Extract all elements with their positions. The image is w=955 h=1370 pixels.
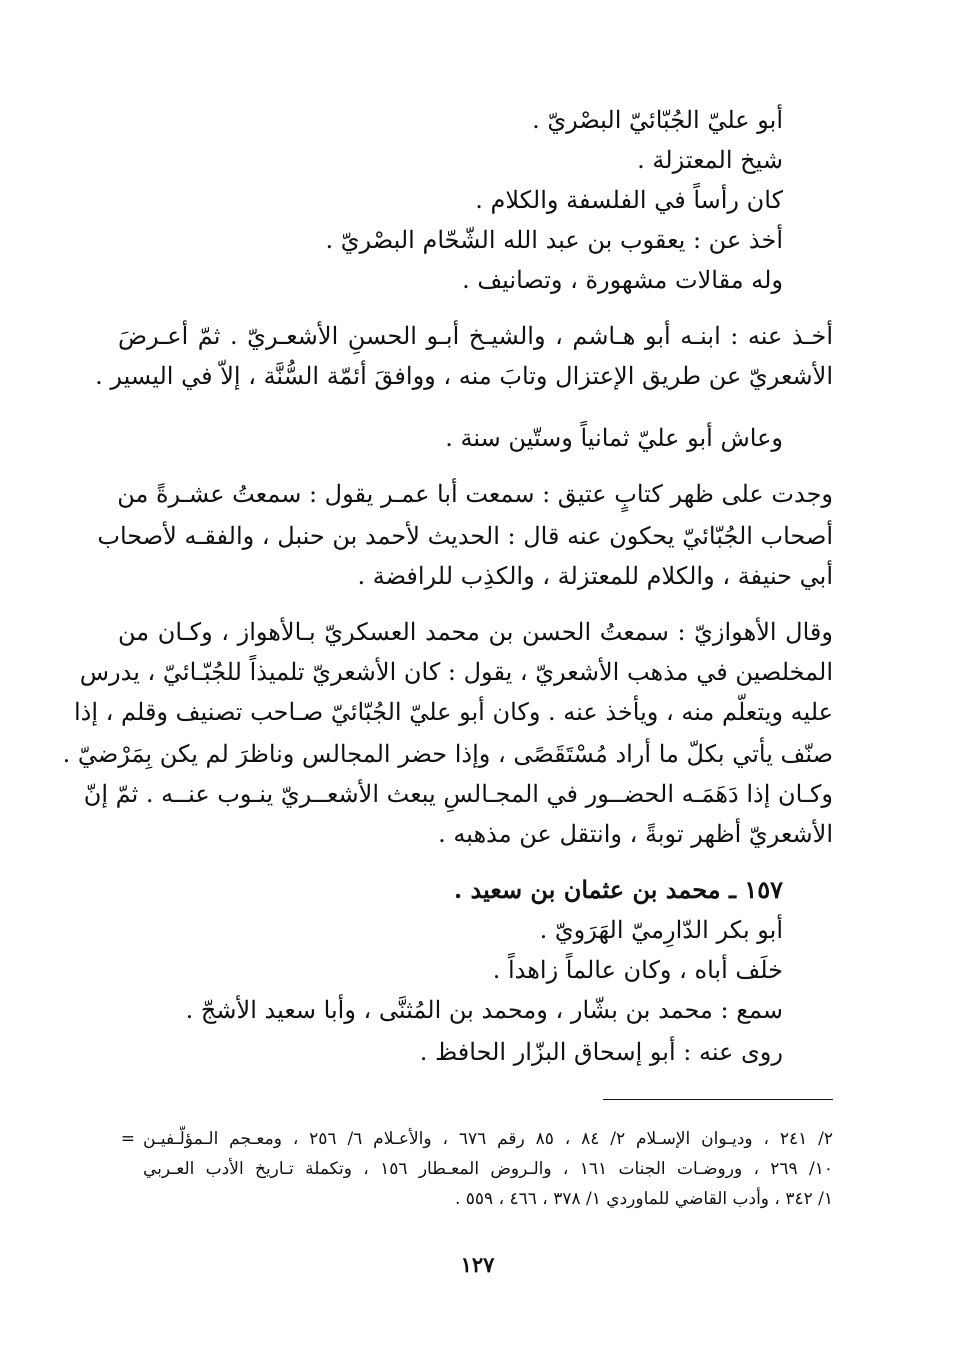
entry-heading: ١٥٧ ـ محمد بن عثمان بن سعيد .: [453, 875, 783, 904]
paragraph-line: صنّف يأتي بكلّ ما أراد مُسْتَقَصًى ، وإذا حضر المجالس وناظرَ لم يكن بِمَرْضيّ .: [62, 740, 833, 768]
paragraph-line: المخلصين في مذهب الأشعريّ ، يقول : كان الأشعريّ تلميذاً للجُبّـائيّ ، يدرس: [79, 658, 833, 686]
footnote-continuation-marker: =: [120, 1129, 135, 1149]
paragraph-line: وقال الأهوازيّ : سمعتُ الحسن بن محمد العسكريّ بـالأهواز ، وكـان من: [118, 618, 833, 646]
text-line: كان رأساً في الفلسفة والكلام .: [475, 186, 783, 214]
paragraph-line: وعاش أبو عليّ ثمانياً وستّين سنة .: [445, 424, 783, 452]
footnote-separator: [603, 1099, 833, 1100]
text-line: وله مقالات مشهورة ، وتصانيف .: [462, 266, 783, 294]
text-line: أبو عليّ الجُبّائيّ البصْريّ .: [532, 106, 783, 134]
entry-line: سمع : محمد بن بشّار ، ومحمد بن المُثنَّى ، وأبا سعيد الأشجّ .: [185, 996, 783, 1024]
text-line: شيخ المعتزلة .: [637, 146, 783, 174]
footnote-line: ١٠/ ٢٦٩ ، وروضـات الجنات ١٦١ ، والـروض المعـطار ١٥٦ ، وتكملة تـاريخ الأدب العـربي: [143, 1159, 833, 1179]
paragraph-line: الأشعريّ أظهر توبةً ، وانتقل عن مذهبه .: [438, 820, 833, 848]
page-number: ١٢٧: [460, 1252, 495, 1277]
paragraph-line: الأشعريّ عن طريق الإعتزال وتابَ منه ، ووافقَ أئمّة السُّنَّة ، إلاّ في اليسير .: [95, 362, 833, 390]
entry-line: خلَف أباه ، وكان عالماً زاهداً .: [492, 956, 783, 984]
text-line: أخذ عن : يعقوب بن عبد الله الشّحّام البصْريّ .: [325, 226, 783, 254]
entry-line: روى عنه : أبو إسحاق البزّار الحافظ .: [419, 1038, 783, 1066]
footnote-line: ٢/ ٢٤١ ، وديـوان الإسـلام ٢/ ٨٤ ، ٨٥ رقم ٦٧٦ ، والأعـلام ٦/ ٢٥٦ ، ومعـجم الـمؤلّـفيـن: [143, 1129, 833, 1149]
paragraph-line: أبي حنيفة ، والكلام للمعتزلة ، والكذِب للرافضة .: [357, 562, 833, 590]
paragraph-line: أصحاب الجُبّائيّ يحكون عنه قال : الحديث لأحمد بن حنبل ، والفقـه لأصحاب: [97, 522, 833, 550]
entry-line: أبو بكر الدّارِميّ الهَرَويّ .: [539, 916, 783, 944]
paragraph-line: أخـذ عنه : ابنـه أبو هـاشم ، والشيـخ أبـو الحسنِ الأشعـريّ . ثمّ أعـرضَ: [118, 322, 833, 350]
paragraph-line: وكـان إذا دَهَمَـه الحضــور في المجـالسِ يبعث الأشعــريّ ينـوب عنــه . ثمّ إنّ: [83, 780, 833, 808]
paragraph-line: عليه ويتعلّم منه ، ويأخذ عنه . وكان أبو عليّ الجُبّائيّ صـاحب تصنيف وقلم ، إذا: [74, 698, 833, 726]
paragraph-line: وجدت على ظهر كتابٍ عتيق : سمعت أبا عمـر يقول : سمعتُ عشـرةً من: [117, 480, 833, 508]
footnote-line: ١/ ٣٤٢ ، وأدب القاضي للماوردي ١/ ٣٧٨ ، ٤٦٦ ، ٥٥٩ .: [454, 1189, 833, 1209]
